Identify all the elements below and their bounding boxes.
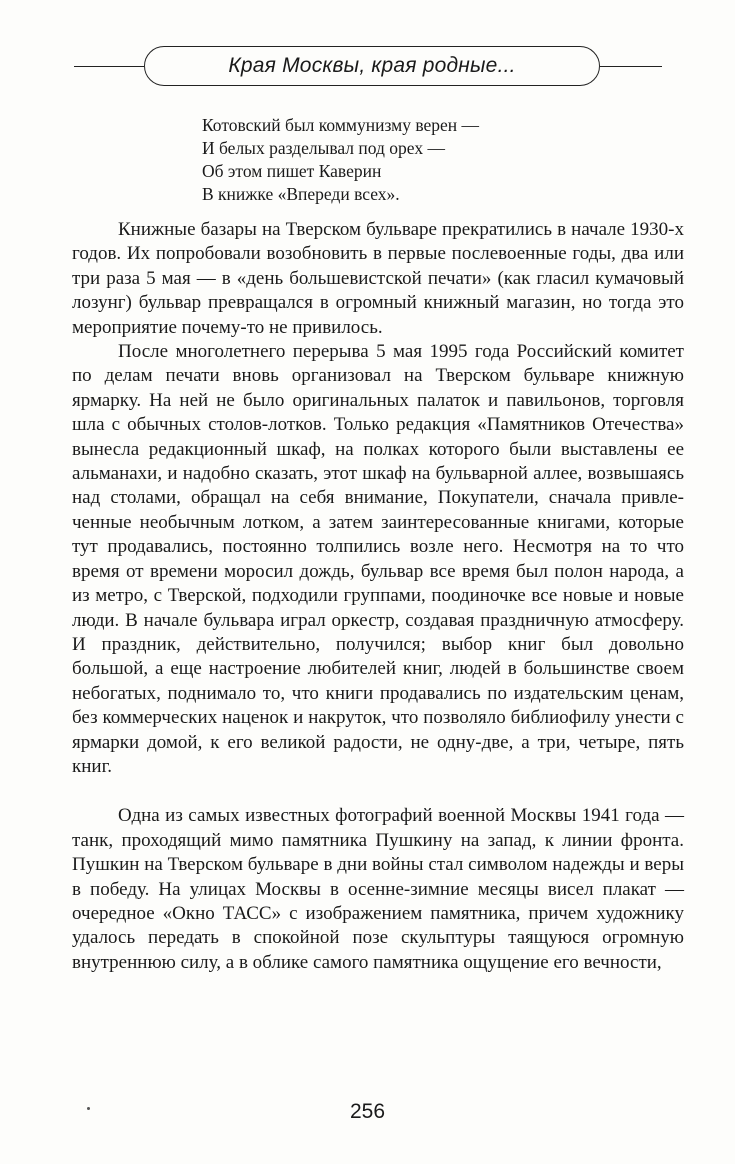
paragraph: Книжные базары на Тверском бульваре прекратились в начале 1930-х годов. Их попробовали возобновить в первые послевоенные годы, два или три раза 5 мая — в «день большевистской печати» (как гласил кумачовый лозунг) бульвар превращался в огромный книжный магазин, но тогда это мероприятие почему-то не привилось. [72,219,684,338]
poem-epigraph [202,114,622,206]
running-header-title: Края Москвы, края родные... [228,54,516,77]
poem-line: И белых разделывал под орех — [202,138,445,158]
poem-line: Об этом пишет Каверин [202,161,382,181]
header-rule-left [74,66,144,67]
running-header [74,44,662,90]
poem-line: В книжке «Впереди всех». [202,184,400,204]
body-text [72,218,684,975]
poem-line: Котовский был коммунизму верен — [202,115,480,135]
header-plaque [144,46,600,86]
page-number: 256 [349,1100,386,1123]
paragraph: Одна из самых известных фотографий военной Москвы 1941 года — танк, проходящий мимо памятника Пушкину на запад, к линии фронта. Пушкин на Тверском бульваре в дни войны стал символом надежды и веры в победу. На улицах Москвы в осенне-зимние месяцы висел плакат — очередное «Окно ТАСС» с изображением памятника, причем художнику удалось передать в спокойной позе скульптуры таящуюся огромную внутреннюю силу, а в облике самого памятника ощущение его вечности, [72,805,684,973]
header-rule-right [600,66,662,67]
paragraph: После многолетнего перерыва 5 мая 1995 года Российский комитет по делам печати вновь организовал на Тверском бульваре книжную ярмарку. На ней не было оригинальных палаток и павильонов, торговля шла с обычных столов-лотков. Только редакция «Памятников Отечества» вынесла редакционный шкаф, на полках которого были выставлены ее альманахи, и надобно сказать, этот шкаф на бульварной аллее, возвышаясь над столами, обращал на себя внимание, Покупатели, сначала привлеченные необычным лотком, а затем заинтересованные книгами, которые тут продавались, постоянно толпились возле него. Несмотря на то что время от времени моросил дождь, бульвар все время был полон народа, а из метро, с Тверской, подходили группами, поодиночке все новые и новые люди. В начале бульвара играл оркестр, создавая праздничную атмосферу. И праздник, действительно, получился; выбор книг был довольно большой, а еще настроение любителей книг, людей в большинстве своем небогатых, поднимало то, что книги продавались по издательским ценам, без коммерческих наценок и накруток, что позволяло библиофилу унести с ярмарки домой, к его великой радости, не одну-две, а три, четыре, пять книг. [72,341,684,777]
